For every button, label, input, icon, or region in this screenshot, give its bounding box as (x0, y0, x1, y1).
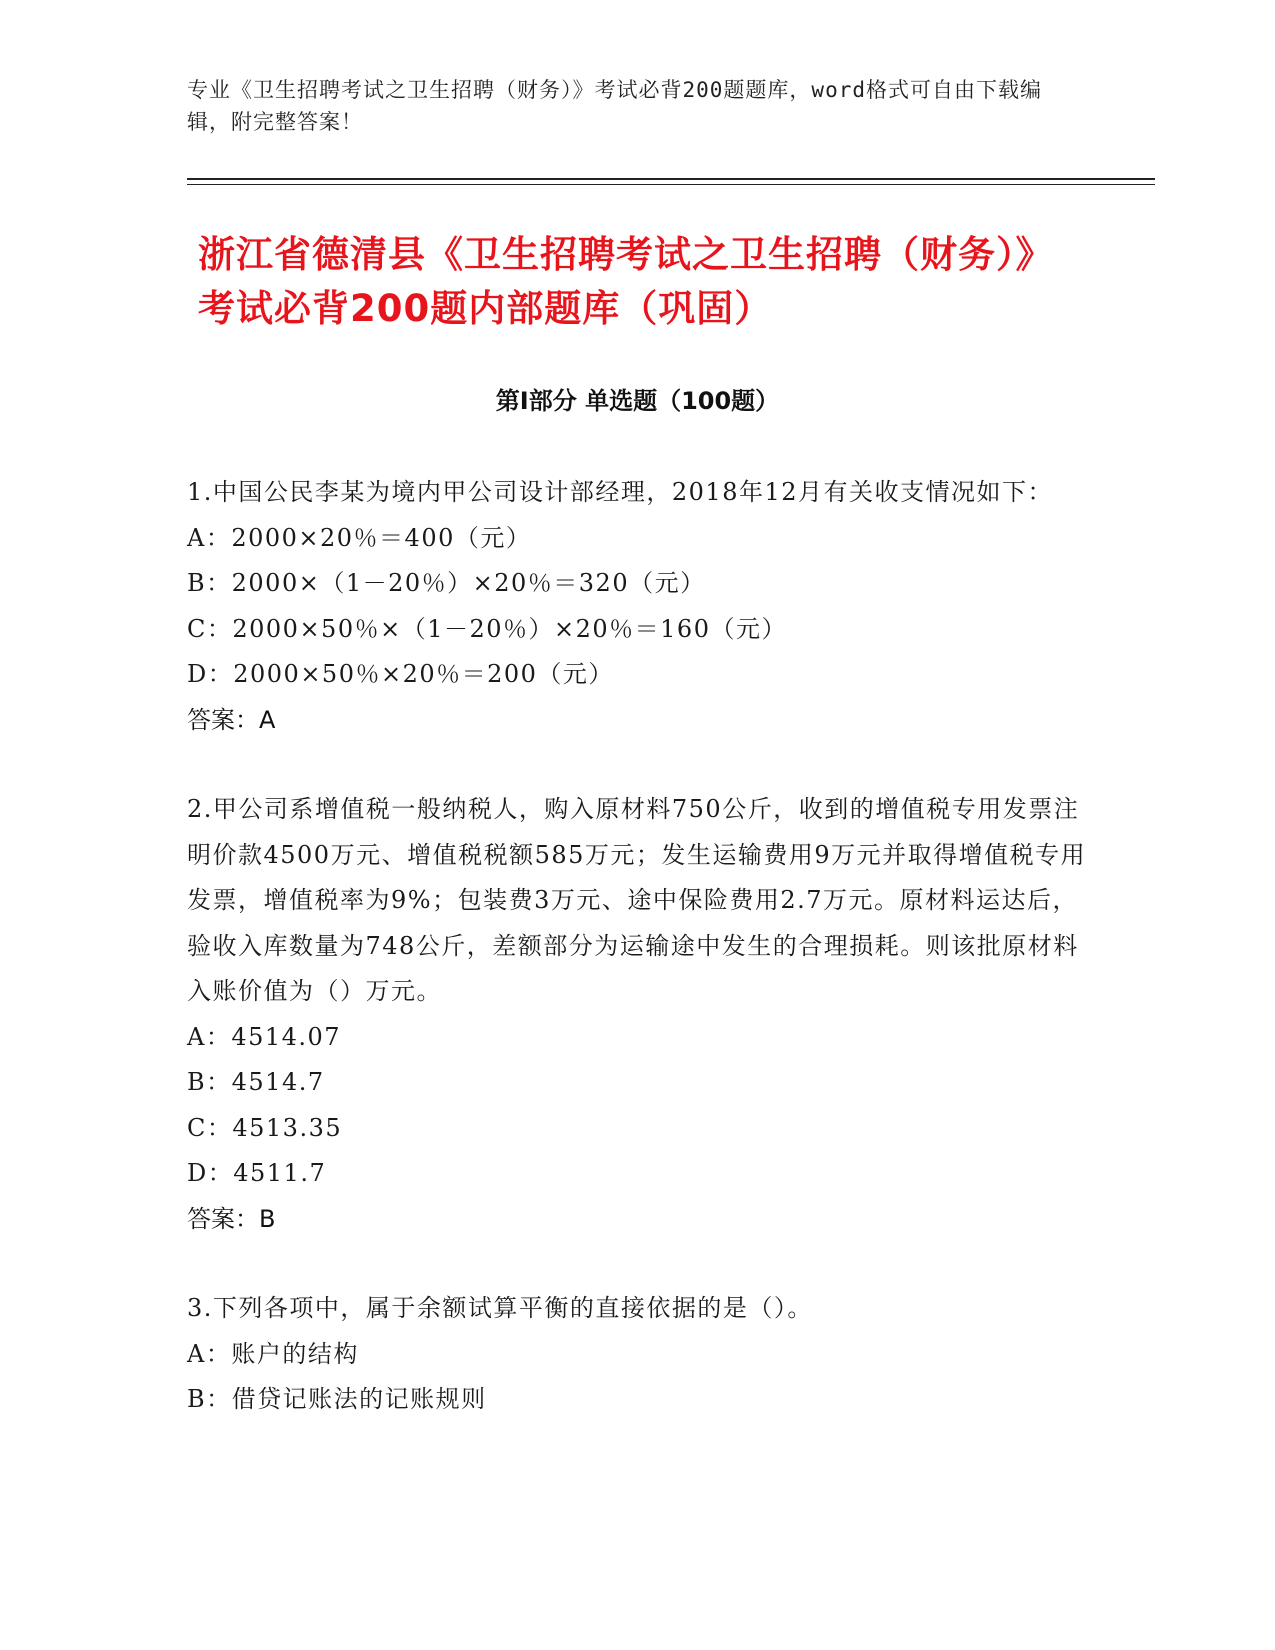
header-divider-thin (187, 184, 1155, 185)
option-c: C：2000×50％×（1－20％）×20％＝160（元） (187, 614, 787, 643)
answer-line: 答案：B (187, 1204, 276, 1233)
question-list (187, 470, 1087, 1467)
option-b: B：4514.7 (187, 1068, 325, 1096)
option-b: B：借贷记账法的记账规则 (187, 1385, 487, 1413)
header-note: 专业《卫生招聘考试之卫生招聘（财务）》考试必背200题题库，word格式可自由下载编辑，附完整答案！ (187, 78, 1042, 134)
option-d: D：4511.7 (187, 1159, 327, 1187)
question-1 (187, 470, 1087, 743)
answer-line: 答案：A (187, 705, 276, 734)
header-divider-thick (187, 178, 1155, 180)
document-title: 浙江省德清县《卫生招聘考试之卫生招聘（财务）》考试必背200题内部题库（巩固） (198, 233, 1054, 330)
option-d: D：2000×50％×20％＝200（元） (187, 660, 614, 688)
option-a: A：4514.07 (187, 1022, 342, 1051)
option-a: A：账户的结构 (187, 1339, 359, 1368)
option-a: A：2000×20％＝400（元） (187, 523, 532, 552)
question-stem: 3.下列各项中，属于余额试算平衡的直接依据的是（）。 (187, 1294, 813, 1322)
section-heading: 第I部分 单选题（100题） (495, 387, 780, 415)
question-stem: 2.甲公司系增值税一般纳税人，购入原材料750公斤，收到的增值税专用发票注明价款4500万元、增值税税额585万元；发生运输费用9万元并取得增值税专用发票，增值税率为9%；包装费3万元、途中保险费用2.7万元。原材料运达后，验收入库数量为748公斤，差额部分为运输途中发生的合理损耗。则该批原材料入账价值为（）万元。 (187, 795, 1087, 1005)
option-b: B：2000×（1－20％）×20％＝320（元） (187, 569, 706, 597)
question-3 (187, 1286, 1087, 1423)
option-c: C：4513.35 (187, 1113, 343, 1142)
question-stem: 1.中国公民李某为境内甲公司设计部经理，2018年12月有关收支情况如下： (187, 478, 1054, 506)
question-2 (187, 787, 1087, 1242)
